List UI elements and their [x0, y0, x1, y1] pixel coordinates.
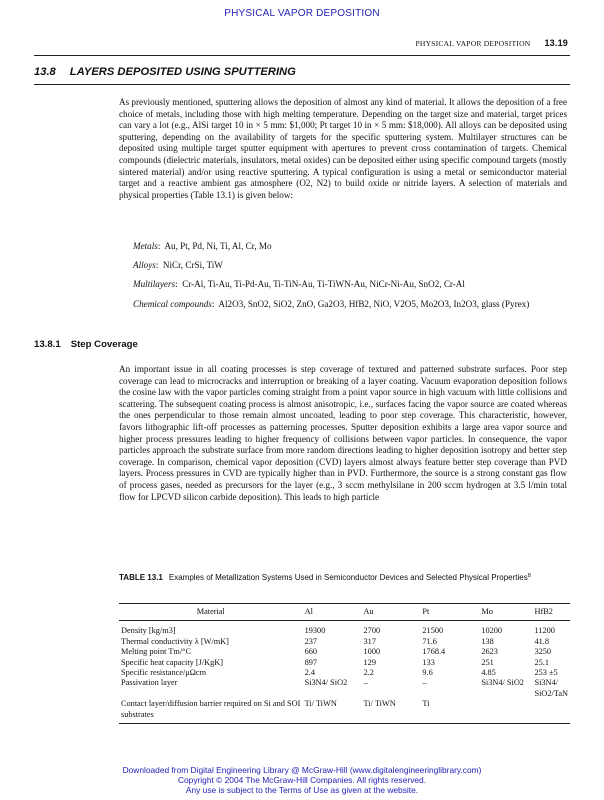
table-cell: 237 [304, 636, 318, 646]
running-head-title: PHYSICAL VAPOR DEPOSITION [415, 39, 531, 48]
col-header: HfB2 [532, 604, 570, 621]
table-cell [479, 699, 532, 723]
list-item-metals: Metals: Au, Pt, Pd, Ni, Ti, Al, Cr, Mo [133, 241, 272, 251]
table-cell: Specific heat capacity [J/KgK] [121, 657, 224, 667]
table-cell: Ti [420, 699, 479, 723]
table-row [119, 678, 570, 699]
table-cell: 41.8 [534, 636, 549, 646]
download-footer [0, 765, 604, 795]
table-cell: 4.85 [481, 668, 496, 678]
list-item-compounds: Chemical compounds: Al2O3, SnO2, SiO2, ZnO, Ga2O3, HfB2, NiO, V2O5, Mo2O3, In2O3, glass (Pyrex) [133, 298, 530, 309]
col-header: Mo [479, 604, 532, 621]
footer-line-copyright: Copyright © 2004 The McGraw-Hill Companies. All rights reserved. [177, 775, 427, 785]
section-rule [34, 84, 570, 85]
list-item-alloys: Alloys: NiCr, CrSi, TiW [133, 260, 223, 271]
footer-line-terms[interactable]: Any use is subject to the Terms of Use as given at the website. [185, 785, 419, 795]
section-title: LAYERS DEPOSITED USING SPUTTERING [69, 66, 296, 78]
table-cell: 317 [363, 636, 376, 646]
table-cell: 138 [481, 636, 494, 646]
table-cell: Ti/ TiWN [362, 699, 421, 723]
table-row [119, 658, 570, 668]
step-coverage-paragraph: An important issue in all coating processes is step coverage of textured and patterned substrate surfaces. Poor step coverage can lead to microcracks and interruption or breaking of a layer coating. Vacuum evaporation deposition follows the cosine law with the vapor particles coming straight from a point vapor source in high vacuum with little collisions and scattering. The subsequent coating process is almost anisotropic, i.e., surfaces facing the vapor source are coated whereas the ones perpendicular to those remain almost uncoated, leading to poor step coverage. This characteristic, however, favors lithographic lift-off processes as patterning processes. Sputter deposition exhibits a large area vapor source and higher process pressures leading to higher frequency of collisions between vapor particles. In consequence, the vapor particles approach the substrate surface from more random directions leading to higher deposition isotropy and better step coverage. In comparison, chemical vapor deposition (CVD) layers almost always feature better step coverage than PVD layers. Process pressures in CVD are typically higher than in PVD. Furthermore, the source is a strong constant gas flow of process gases, needed as precursors for the layer (e.g., 3 sccm methylsilane in 200 sccm hydrogen at 3.5 l/min total flow for LPCVD silicon carbide deposition). This leads to high particle [119, 364, 567, 502]
table-cell: 10200 [481, 626, 503, 636]
table-cell: 1000 [363, 647, 381, 657]
col-header: Pt [420, 604, 479, 621]
table-cell: 2623 [481, 647, 498, 657]
list-item-multilayers: Multilayers: Cr-Al, Ti-Au, Ti-Pd-Au, Ti-TiN-Au, Ti-TiWN-Au, NiCr-Ni-Au, SnO2, Cr-Al [133, 279, 465, 290]
table-caption-text: Examples of Metallization Systems Used in Semiconductor Devices and Selected Physical Properties [168, 573, 528, 582]
table-cell: 897 [304, 657, 318, 667]
table-cell: 660 [304, 647, 318, 657]
table-cell: Density [kg/m3] [121, 626, 176, 636]
table-caption-ref: 8 [527, 573, 531, 579]
table-row [119, 699, 570, 723]
properties-table [119, 603, 570, 724]
table-cell: 71.6 [422, 636, 437, 646]
table-cell: Si3N4/ SiO2 [481, 678, 524, 688]
table-caption [119, 572, 567, 583]
table-row [119, 621, 570, 637]
header-rule [34, 55, 570, 56]
table-cell: Si3N4/ SiO2 [304, 678, 348, 688]
table-cell: Thermal conductivity λ [W/mK] [121, 636, 229, 646]
section-number: 13.8 [34, 66, 56, 78]
table-cell: Si3N4/ SiO2/TaN [534, 678, 568, 698]
table-cell: 21500 [422, 626, 444, 636]
table-cell: 11200 [534, 626, 555, 636]
page-number: 13.19 [544, 38, 568, 48]
table-cell: 2.4 [304, 668, 315, 678]
col-header: Material [119, 604, 303, 621]
section-heading [34, 66, 296, 78]
intro-paragraph: As previously mentioned, sputtering allows the deposition of almost any kind of material. It allows the deposition of a free choice of metals, including those with high melting temperature. Depending on the target size and material, target prices can vary a lot (e.g., AlSi target 10 in × 5 mm: $1,000; Pt target 10 in × 5 mm: $18,000). All alloys can be deposited using sputtering, depending on the availability of targets for the specific sputtering system. Multilayer structures can be deposited using multiple target sputter equipment with apertures to prevent cross contamination of targets. Chemical compounds (dielectric materials, insulators, metal oxides) can be deposited either using specific compound targets (mostly sintered material) and/or using reactive sputtering. A typical configuration is using a metal or semiconductor material target and a reactive ambient gas atmosphere (O2, N2) to build oxide or nitride layers. A selection of materials and physical properties (Table 13.1) is given below: [119, 97, 567, 200]
table-cell [532, 699, 570, 723]
table-cell: – [422, 678, 427, 688]
table-cell: Ti/ TiWN [303, 699, 362, 723]
table-cell: Specific resistance/μΩcm [121, 668, 207, 678]
table-row [119, 668, 570, 678]
subsection-number: 13.8.1 [34, 339, 61, 350]
table-cell: 3250 [534, 647, 552, 657]
running-head [415, 38, 568, 48]
table-cell: 251 [481, 657, 494, 667]
col-header: Al [303, 604, 362, 621]
footer-line-download[interactable]: Downloaded from Digital Engineering Library @ McGraw-Hill (www.digitalengineeringlibrary.com) [122, 765, 482, 775]
table-cell: 2700 [363, 626, 381, 636]
table-cell: 9.6 [422, 668, 433, 678]
table-cell: 25.1 [534, 657, 549, 667]
table-label: TABLE 13.1 [119, 573, 163, 582]
table-cell: Passivation layer [121, 678, 178, 688]
table-cell: – [363, 678, 368, 688]
table-cell: 133 [422, 657, 435, 667]
subsection-heading [34, 339, 138, 350]
material-list [133, 241, 567, 318]
top-banner: PHYSICAL VAPOR DEPOSITION [224, 8, 380, 19]
table-row [119, 647, 570, 657]
table-cell: 253 ±5 [534, 668, 558, 678]
table-cell: 1768.4 [422, 647, 446, 657]
table-cell: Contact layer/diffusion barrier required on Si and SOI substrates [119, 699, 303, 723]
table-header-row [119, 604, 570, 621]
table-cell: Melting point Tm/°C [121, 647, 192, 657]
table-cell: 2.2 [363, 668, 374, 678]
table-row [119, 637, 570, 647]
table-cell: 19300 [304, 626, 326, 636]
subsection-title: Step Coverage [70, 339, 138, 350]
table-cell: 129 [363, 657, 376, 667]
col-header: Au [362, 604, 421, 621]
